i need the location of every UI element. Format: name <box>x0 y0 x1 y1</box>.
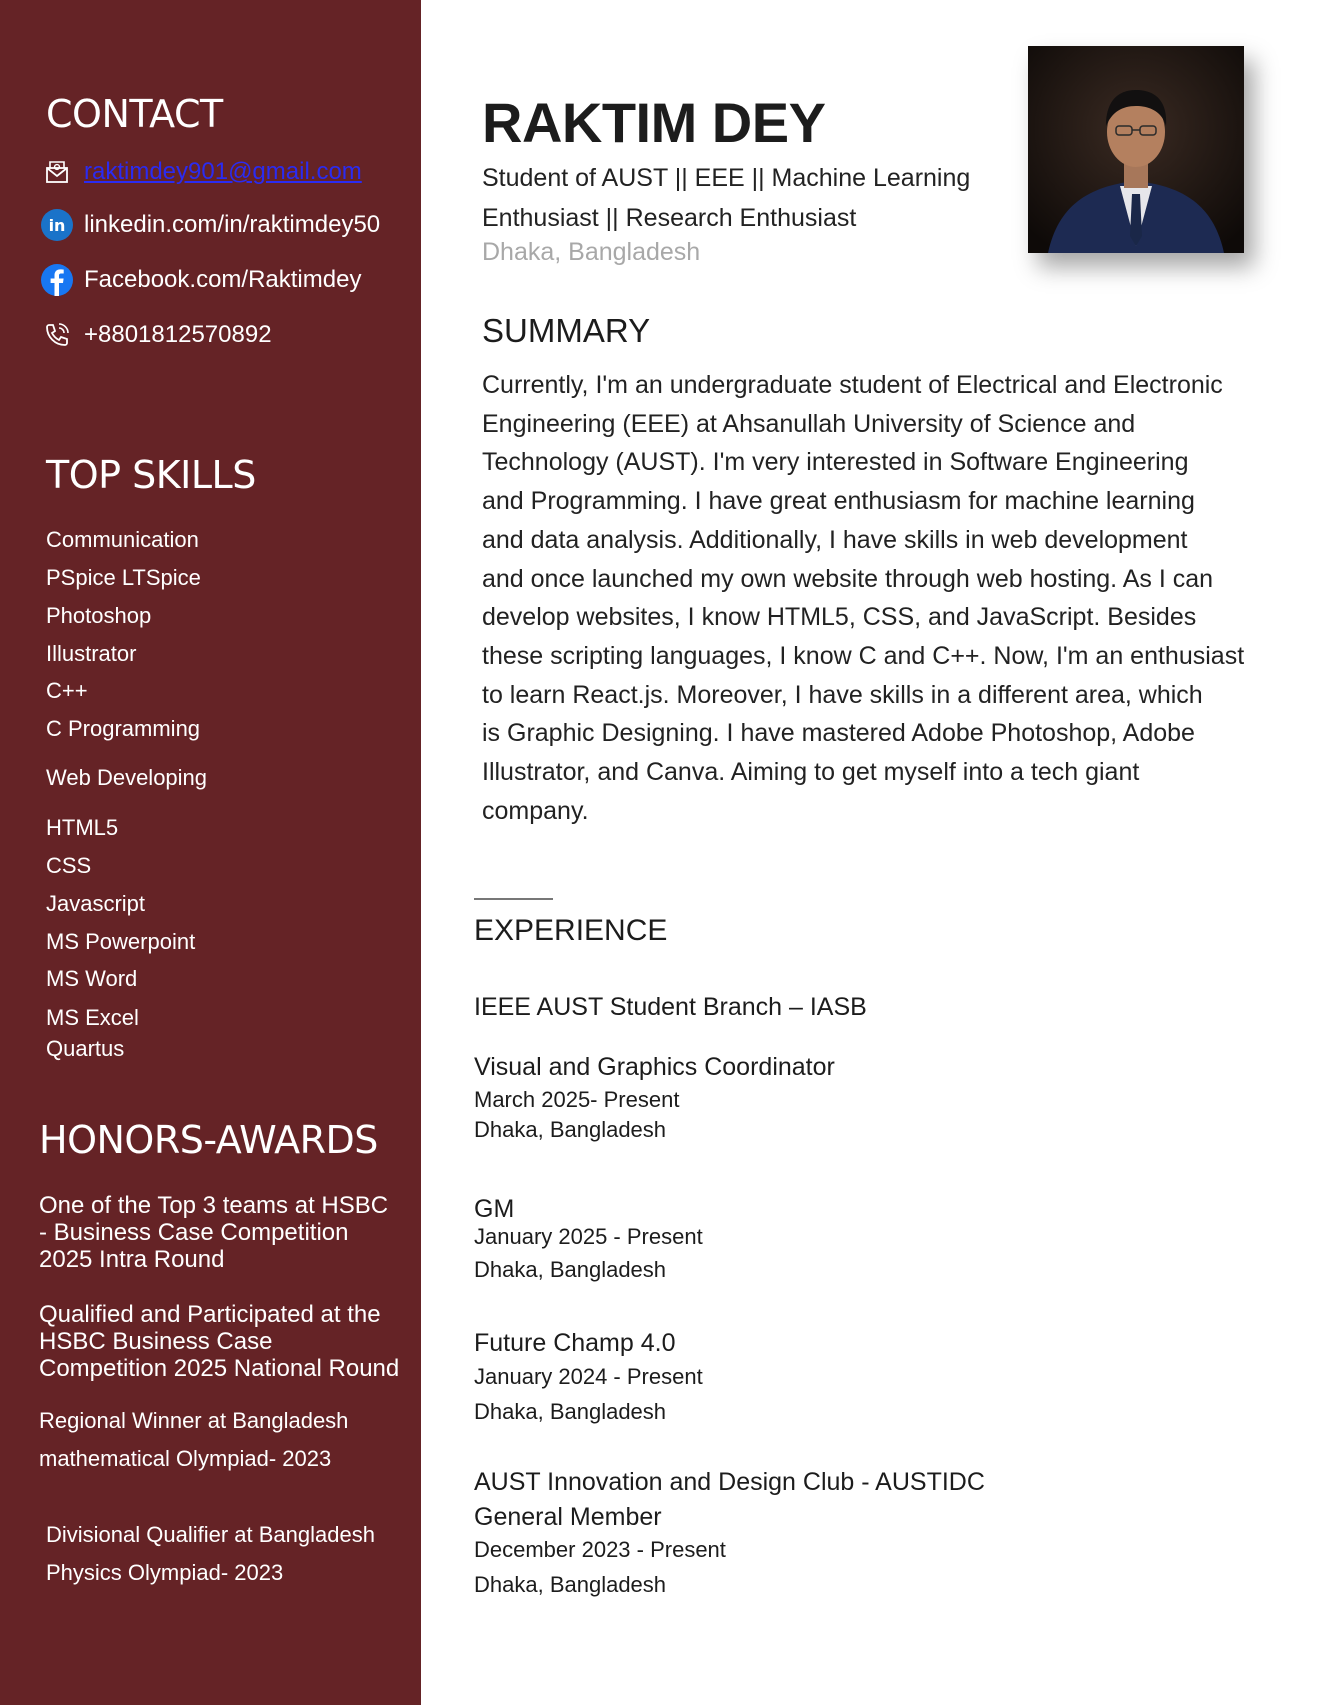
role-title: Future Champ 4.0 <box>474 1329 676 1357</box>
envelope-icon <box>40 155 74 189</box>
experience-org: AUST Innovation and Design Club - AUSTIDC <box>474 1468 985 1496</box>
svg-text:in: in <box>48 216 66 235</box>
role-dates: December 2023 - Present <box>474 1537 726 1562</box>
skills-heading: TOP SKILLS <box>46 453 256 497</box>
role-title: GM <box>474 1195 515 1223</box>
awards-heading: HONORS-AWARDS <box>39 1118 378 1162</box>
experience-org: IEEE AUST Student Branch – IASB <box>474 993 867 1021</box>
skill-item: MS Word <box>46 966 138 991</box>
skill-item: MS Powerpoint <box>46 929 196 954</box>
contact-facebook[interactable] <box>40 263 361 297</box>
role-dates: March 2025- Present <box>474 1087 680 1112</box>
award-item: Divisional Qualifier at Bangladesh Physics Olympiad- 2023 <box>46 1522 375 1585</box>
contact-email[interactable] <box>40 155 362 189</box>
skill-item: C++ <box>46 678 88 703</box>
sidebar <box>0 0 421 1705</box>
award-item: Regional Winner at Bangladesh mathematical Olympiad- 2023 <box>39 1408 349 1471</box>
award-item: Qualified and Participated at the HSBC Business Case Competition 2025 National Round <box>39 1301 400 1382</box>
facebook-link[interactable]: Facebook.com/Raktimdey <box>84 266 362 293</box>
summary-text: Currently, I'm an undergraduate student of Electrical and Electronic Engineering (EEE) at Ahsanullah University of Science and Technology (AUST). I'm very interested in Software Engineering and Programming. I have great enthusiasm for machine learning and data analysis. Additionally, I have skills in web development and once launched my own website through web hosting. As I can develop websites, I know HTML5, CSS, and JavaScript. Besides these scripting languages, I know C and C++. Now, I'm an enthusiast to learn React.js. Moreover, I have skills in a different area, which is Graphic Designing. I have mastered Adobe Photoshop, Adobe Illustrator, and Canva. Aiming to get myself into a tech giant company. <box>482 371 1245 825</box>
header-location: Dhaka, Bangladesh <box>482 238 701 266</box>
skill-item: Communication <box>46 527 199 552</box>
section-divider <box>474 898 553 900</box>
contact-linkedin[interactable] <box>40 208 380 242</box>
skill-item: Illustrator <box>46 641 137 666</box>
summary-heading: SUMMARY <box>482 312 651 349</box>
role-title: Visual and Graphics Coordinator <box>474 1053 835 1081</box>
role-location: Dhaka, Bangladesh <box>474 1572 667 1597</box>
award-item: One of the Top 3 teams at HSBC - Business Case Competition 2025 Intra Round <box>39 1192 389 1273</box>
experience-heading: EXPERIENCE <box>474 914 668 947</box>
skill-item: Javascript <box>46 891 146 916</box>
phone-number[interactable]: +8801812570892 <box>84 321 272 348</box>
skill-item: Photoshop <box>46 603 152 628</box>
skill-item: MS Excel <box>46 1005 139 1030</box>
skill-item: HTML5 <box>46 815 119 840</box>
role-dates: January 2024 - Present <box>474 1364 703 1389</box>
contact-phone[interactable] <box>40 318 272 352</box>
tagline: Student of AUST || EEE || Machine Learning Enthusiast || Research Enthusiast <box>482 164 971 232</box>
profile-photo <box>1028 46 1244 253</box>
skill-item: CSS <box>46 853 92 878</box>
skill-item: Quartus <box>46 1036 125 1061</box>
role-title: General Member <box>474 1503 662 1531</box>
email-link[interactable]: raktimdey901@gmail.com <box>84 158 362 185</box>
role-location: Dhaka, Bangladesh <box>474 1117 667 1142</box>
skill-item: PSpice LTSpice <box>46 565 201 590</box>
role-dates: January 2025 - Present <box>474 1224 703 1249</box>
contact-heading: CONTACT <box>46 92 223 136</box>
skill-item: Web Developing <box>46 765 208 790</box>
facebook-icon <box>40 263 74 297</box>
candidate-name: RAKTIM DEY <box>482 91 826 154</box>
skill-item: C Programming <box>46 716 201 741</box>
linkedin-link[interactable]: linkedin.com/in/raktimdey50 <box>84 211 381 238</box>
linkedin-icon <box>40 208 74 242</box>
role-location: Dhaka, Bangladesh <box>474 1399 667 1424</box>
role-location: Dhaka, Bangladesh <box>474 1257 667 1282</box>
phone-icon <box>40 318 74 352</box>
